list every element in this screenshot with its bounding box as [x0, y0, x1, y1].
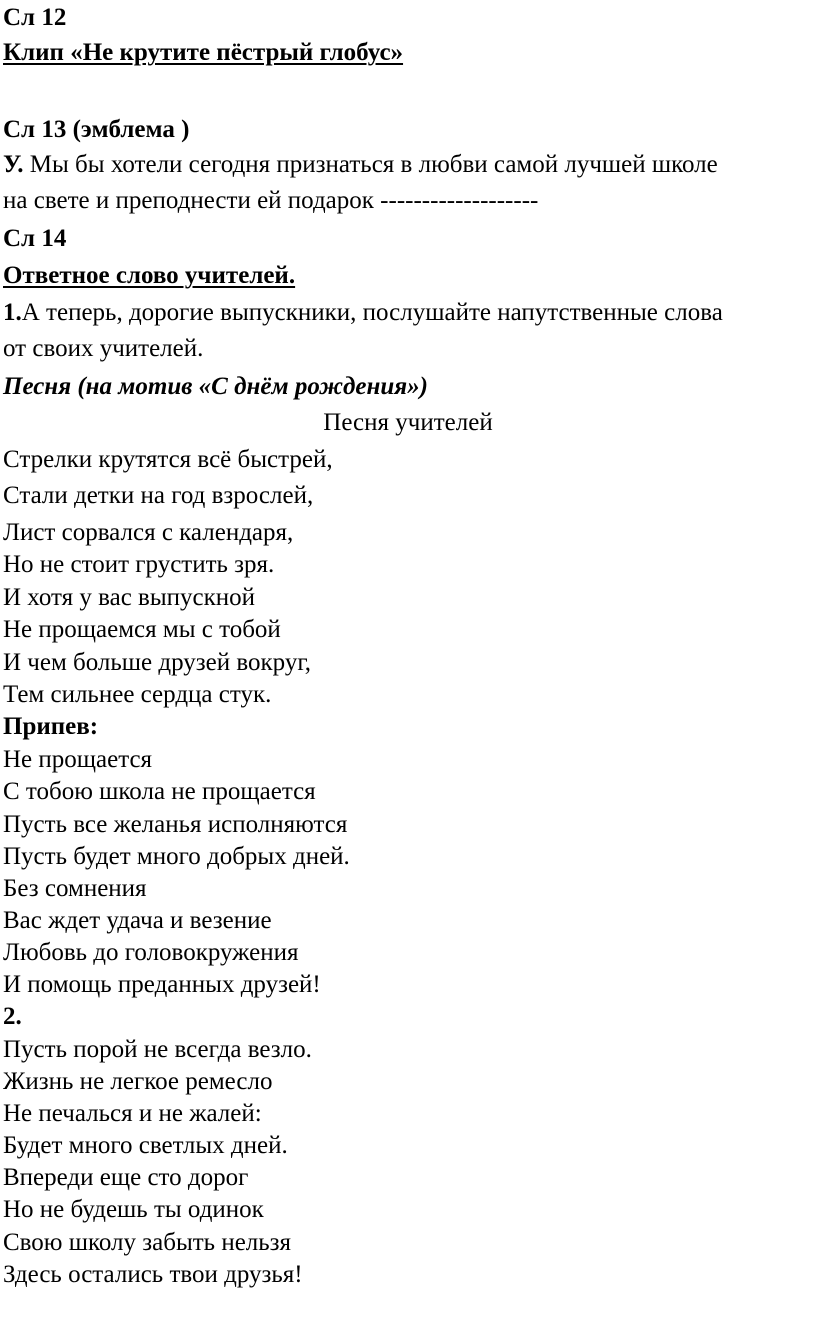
verse-2-line: Пусть порой не всегда везло. — [3, 1036, 312, 1063]
verse-1-line: Стали детки на год взрослей, — [3, 482, 314, 509]
verse-1-line: И хотя у вас выпускной — [3, 584, 256, 611]
slide-12-label: Сл 12 — [3, 4, 67, 31]
slide-13-text-line-2: на свете и преподнести ей подарок ------------------- — [3, 187, 539, 214]
verse-1-line: Но не стоит грустить зря. — [3, 551, 275, 578]
chorus-line: Любовь до головокружения — [3, 939, 299, 966]
slide-13-label: Сл 13 (эмблема ) — [3, 116, 190, 143]
slide-13-text: Мы бы хотели сегодня признаться в любви самой лучшей школе — [23, 151, 718, 178]
chorus-line: Не прощается — [3, 746, 153, 773]
chorus-line: Пусть будет много добрых дней. — [3, 843, 350, 870]
chorus-line: Пусть все желанья исполняются — [3, 811, 348, 838]
verse-2-line: Будет много светлых дней. — [3, 1132, 288, 1159]
song-intro: Песня (на мотив «С днём рождения») — [3, 373, 429, 400]
verse-2-line: Впереди еще сто дорог — [3, 1164, 249, 1191]
song-title: Песня учителей — [323, 409, 493, 436]
speaker-number: 1. — [3, 299, 22, 326]
chorus-line: Без сомнения — [3, 875, 147, 902]
verse-2-line: Здесь остались твои друзья! — [3, 1261, 303, 1288]
slide-14-text-line-2: от своих учителей. — [3, 335, 204, 362]
slide-13-text-line-1 — [3, 150, 718, 180]
verse-1-line: Лист сорвался с календаря, — [3, 519, 294, 546]
verse-1-line: Тем сильнее сердца стук. — [3, 681, 272, 708]
chorus-line: Вас ждет удача и везение — [3, 907, 272, 934]
verse-2-line: Но не будешь ты одинок — [3, 1196, 264, 1223]
slide-14-text: А теперь, дорогие выпускники, послушайте напутственные слова — [21, 299, 723, 326]
slide-14-label: Сл 14 — [3, 225, 67, 252]
verse-1-line: Стрелки крутятся всё быстрей, — [3, 446, 333, 473]
clip-title: Клип «Не крутите пёстрый глобус» — [3, 39, 404, 66]
chorus-label: Припев: — [3, 713, 99, 740]
verse-2-line: Не печалься и не жалей: — [3, 1100, 262, 1127]
teachers-response-heading: Ответное слово учителей. — [3, 262, 296, 289]
verse-2-line: Жизнь не легкое ремесло — [3, 1068, 273, 1095]
chorus-line: С тобою школа не прощается — [3, 778, 316, 805]
verse-1-line: И чем больше друзей вокруг, — [3, 649, 312, 676]
chorus-line: И помощь преданных друзей! — [3, 971, 321, 998]
verse-1-line: Не прощаемся мы с тобой — [3, 616, 281, 643]
verse-2-line: Свою школу забыть нельзя — [3, 1229, 292, 1256]
speaker-label: У. — [3, 151, 24, 178]
verse-2-label: 2. — [3, 1003, 22, 1030]
slide-14-text-line-1 — [3, 298, 723, 328]
